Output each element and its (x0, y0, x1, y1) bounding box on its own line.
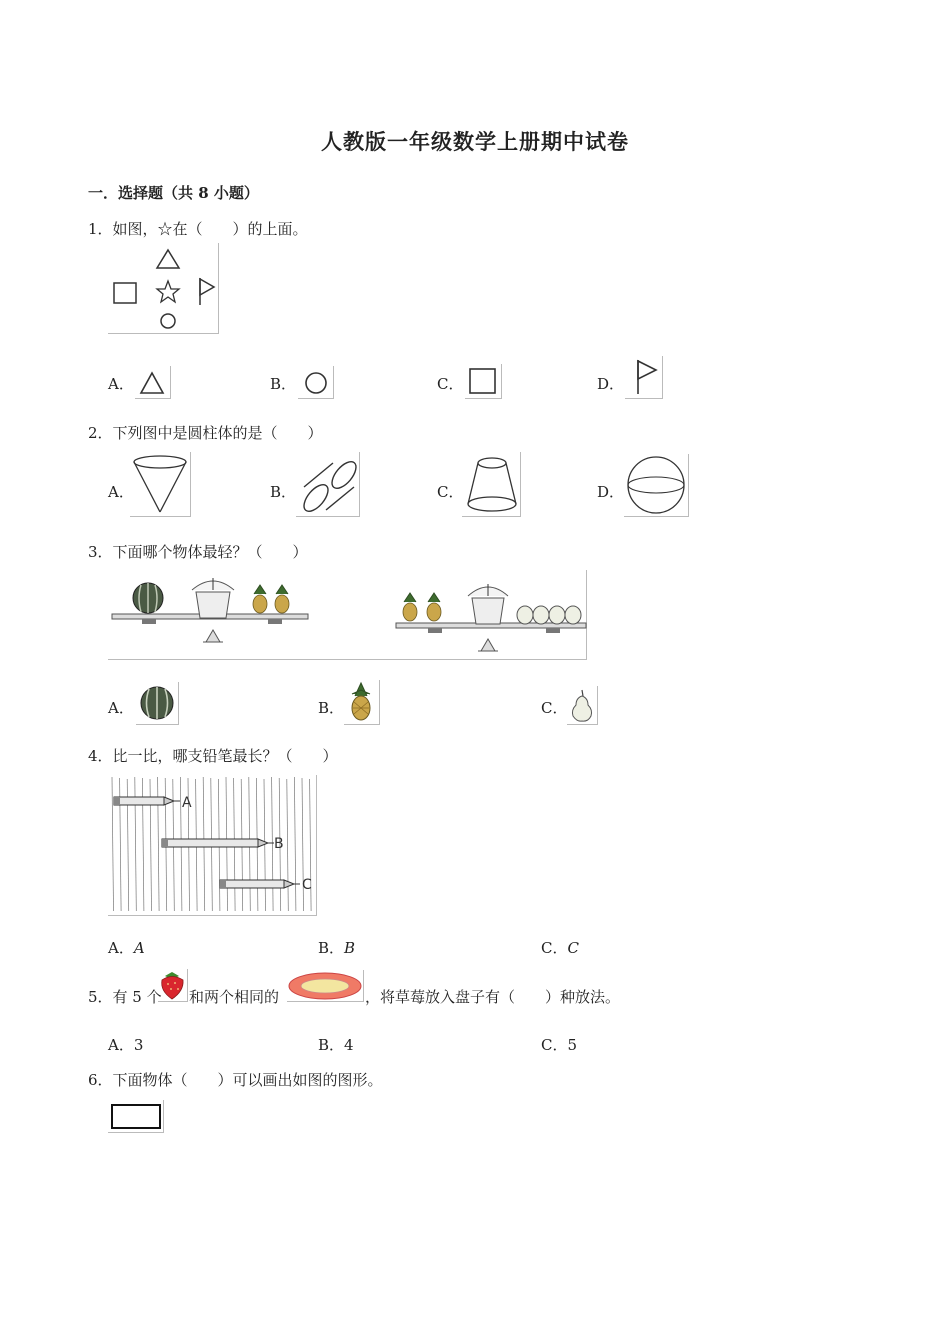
triangle-icon (157, 250, 179, 268)
flag-icon (200, 279, 214, 295)
section-heading: 一．选择题（共 8 小题） (88, 184, 259, 202)
q4-option-b[interactable]: B．B (318, 939, 356, 957)
q5-option-a[interactable]: A．3 (108, 1036, 144, 1054)
question-6-stem: 6．下面物体（ ）可以画出如图的图形。 (88, 1071, 383, 1089)
q5-option-c[interactable]: C．5 (541, 1036, 578, 1054)
question-5-stem: 5．有 5 个 (88, 988, 162, 1006)
pineapple-icon (344, 680, 380, 725)
pencil-label-a: A (182, 795, 192, 811)
q5-option-b[interactable]: B．4 (318, 1036, 354, 1054)
q2-option-a[interactable]: A． (108, 483, 134, 501)
q1-option-a[interactable]: A． (108, 375, 134, 393)
question-2-stem: 2．下列图中是圆柱体的是（ ） (88, 424, 323, 442)
q4-option-a[interactable]: A．A (108, 939, 145, 957)
pencil-c (220, 880, 300, 888)
tilted-cylinder-icon (296, 452, 360, 517)
q1-option-c[interactable]: C． (437, 375, 464, 393)
q3-option-b[interactable]: B． (318, 699, 345, 717)
q1-option-d[interactable]: D． (597, 375, 625, 393)
pencil-a (114, 797, 180, 805)
balance-scales-figure (108, 570, 587, 660)
star-icon (157, 281, 179, 302)
grid-line (294, 777, 296, 911)
balance-scale-left (112, 578, 308, 642)
question-1-stem: 1．如图，☆在（ ）的上面。 (88, 220, 308, 238)
frustum-icon (462, 452, 521, 517)
circle-icon (161, 314, 175, 328)
q3-option-a[interactable]: A． (108, 699, 134, 717)
cone-icon (130, 452, 191, 517)
grid-line (112, 777, 114, 911)
rectangle-figure (108, 1100, 164, 1133)
grid-line (272, 777, 274, 911)
question-5-stem-middle: 和两个相同的 (189, 988, 280, 1006)
q2-option-d[interactable]: D． (597, 483, 625, 501)
pencil-label-b: B (274, 836, 284, 852)
flag-option-icon (625, 356, 663, 399)
q2-option-b[interactable]: B． (270, 483, 297, 501)
q2-option-c[interactable]: C． (437, 483, 464, 501)
strawberry-icon (158, 969, 188, 1002)
question-3-stem: 3．下面哪个物体最轻？（ ） (88, 543, 308, 561)
q1-option-b[interactable]: B． (270, 375, 297, 393)
watermelon-icon (136, 682, 179, 725)
q4-option-c[interactable]: C．C (541, 939, 579, 957)
q3-option-c[interactable]: C． (541, 699, 568, 717)
grid-line (287, 779, 289, 911)
pear-icon (567, 686, 598, 725)
triangle-option-icon (135, 366, 171, 399)
pencil-b (162, 839, 274, 847)
circle-option-icon (298, 366, 334, 399)
sphere-icon (624, 454, 689, 517)
question-1-figure (108, 243, 219, 334)
balance-scale-right (396, 584, 586, 651)
square-option-icon (465, 364, 502, 399)
question-5-stem-end: ，将草莓放入盘子有（ ）种放法。 (365, 988, 621, 1006)
page-title: 人教版一年级数学上册期中试卷 (321, 129, 629, 154)
pencils-figure (108, 775, 317, 916)
question-4-stem: 4．比一比，哪支铅笔最长？（ ） (88, 747, 338, 765)
pencil-label-c: C (302, 877, 312, 893)
plate-icon (287, 970, 364, 1002)
square-icon (114, 283, 136, 303)
